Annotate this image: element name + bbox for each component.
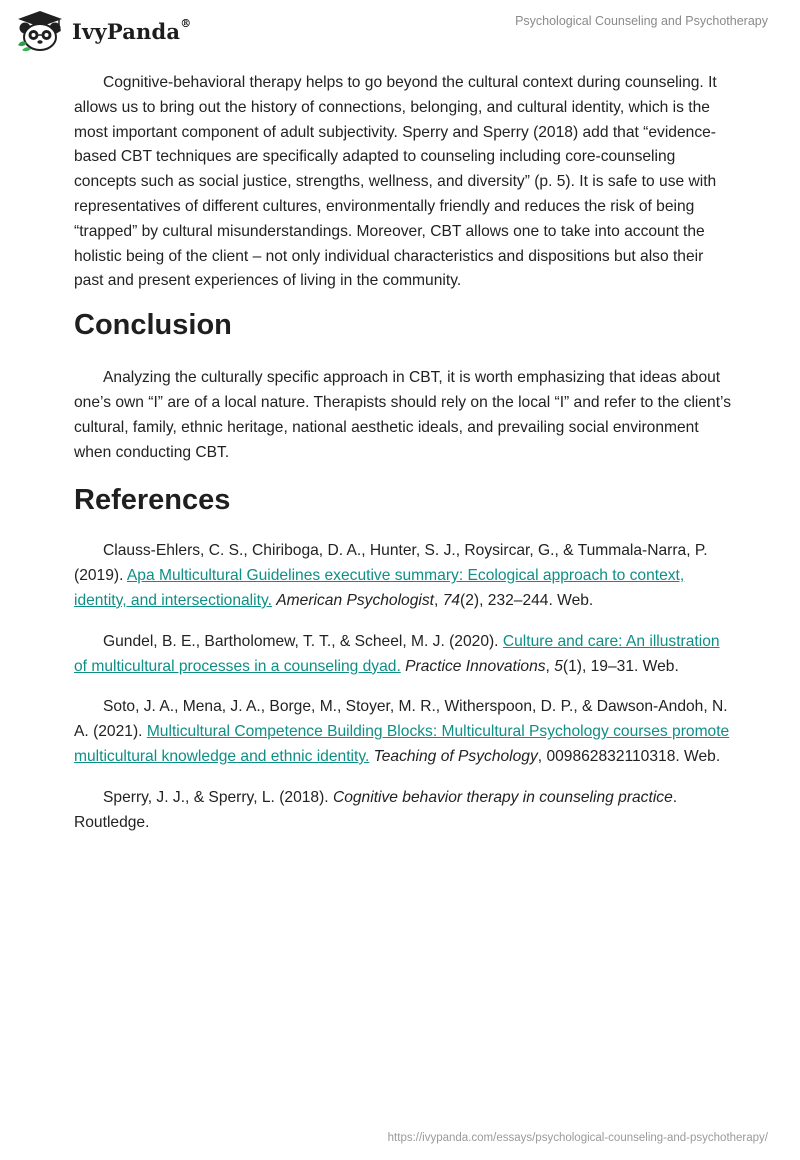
reference-entry: Clauss-Ehlers, C. S., Chiriboga, D. A., Hunter, S. J., Roysircar, G., & Tummala-Narra, P. (2019). Apa Multicultural Guidelines executive summary: Ecological approach to context, identity, and intersectionality. American Psychologist, 74(2), 232–244. Web. [74, 542, 708, 609]
ivypanda-logo[interactable] [14, 9, 191, 53]
reference-link[interactable]: Culture and care: An illustration of multicultural processes in a counseling dyad. [74, 632, 720, 675]
section-heading-conclusion: Conclusion [74, 309, 232, 342]
panda-graduate-icon [14, 9, 66, 53]
reference-entry: Sperry, J. J., & Sperry, L. (2018). Cognitive behavior therapy in counseling practice. Routledge. [74, 788, 678, 831]
document-title: Psychological Counseling and Psychotherapy [515, 14, 768, 28]
brand-name: IvyPanda® [72, 16, 192, 44]
reference-entry: Soto, J. A., Mena, J. A., Borge, M., Stoyer, M. R., Witherspoon, D. P., & Dawson-Andoh, N. A. (2021). Multicultural Competence Building Blocks: Multicultural Psychology courses promote multicultural knowledge and ethnic identity. Teaching of Psychology, 009862832110318. Web. [74, 698, 730, 765]
reference-entry: Gundel, B. E., Bartholomew, T. T., & Scheel, M. J. (2020). Culture and care: An illustration of multicultural processes in a counseling dyad. Practice Innovations, 5(1), 19–31. Web. [74, 632, 720, 675]
reference-link[interactable]: Apa Multicultural Guidelines executive summary: Ecological approach to context, identity, and intersectionality. [74, 567, 685, 609]
essay-content [74, 71, 734, 851]
source-url[interactable]: https://ivypanda.com/essays/psychological-counseling-and-psychotherapy/ [387, 1132, 768, 1144]
body-paragraph: Cognitive-behavioral therapy helps to go beyond the cultural context during counseling. It allows us to bring out the history of connections, belonging, and cultural identity, which is the most important component of adult subjectivity. Sperry and Sperry (2018) add that “evidence-based CBT techniques are specifically adapted to counseling including core-counseling concepts such as social justice, strengths, wellness, and diversity” (p. 5). It is safe to use with representatives of different cultures, environmentally friendly and reduces the risk of being “trapped” by cultural misunderstandings. Moreover, CBT allows one to take into account the holistic being of the client – not only individual characteristics and dispositions but also their past and present experiences of living in the community. [74, 74, 717, 290]
section-heading-references: References [74, 484, 231, 517]
conclusion-paragraph: Analyzing the culturally specific approach in CBT, it is worth emphasizing that ideas about one’s own “I” are of a local nature. Therapists should rely on the local “I” and refer to the client’s cultural, family, ethnic heritage, national aesthetic ideals, and prevailing social environment when conducting CBT. [74, 369, 732, 461]
reference-link[interactable]: Multicultural Competence Building Blocks: Multicultural Psychology courses promote multicultural knowledge and ethnic identity. [74, 723, 730, 765]
page-header [0, 0, 800, 70]
